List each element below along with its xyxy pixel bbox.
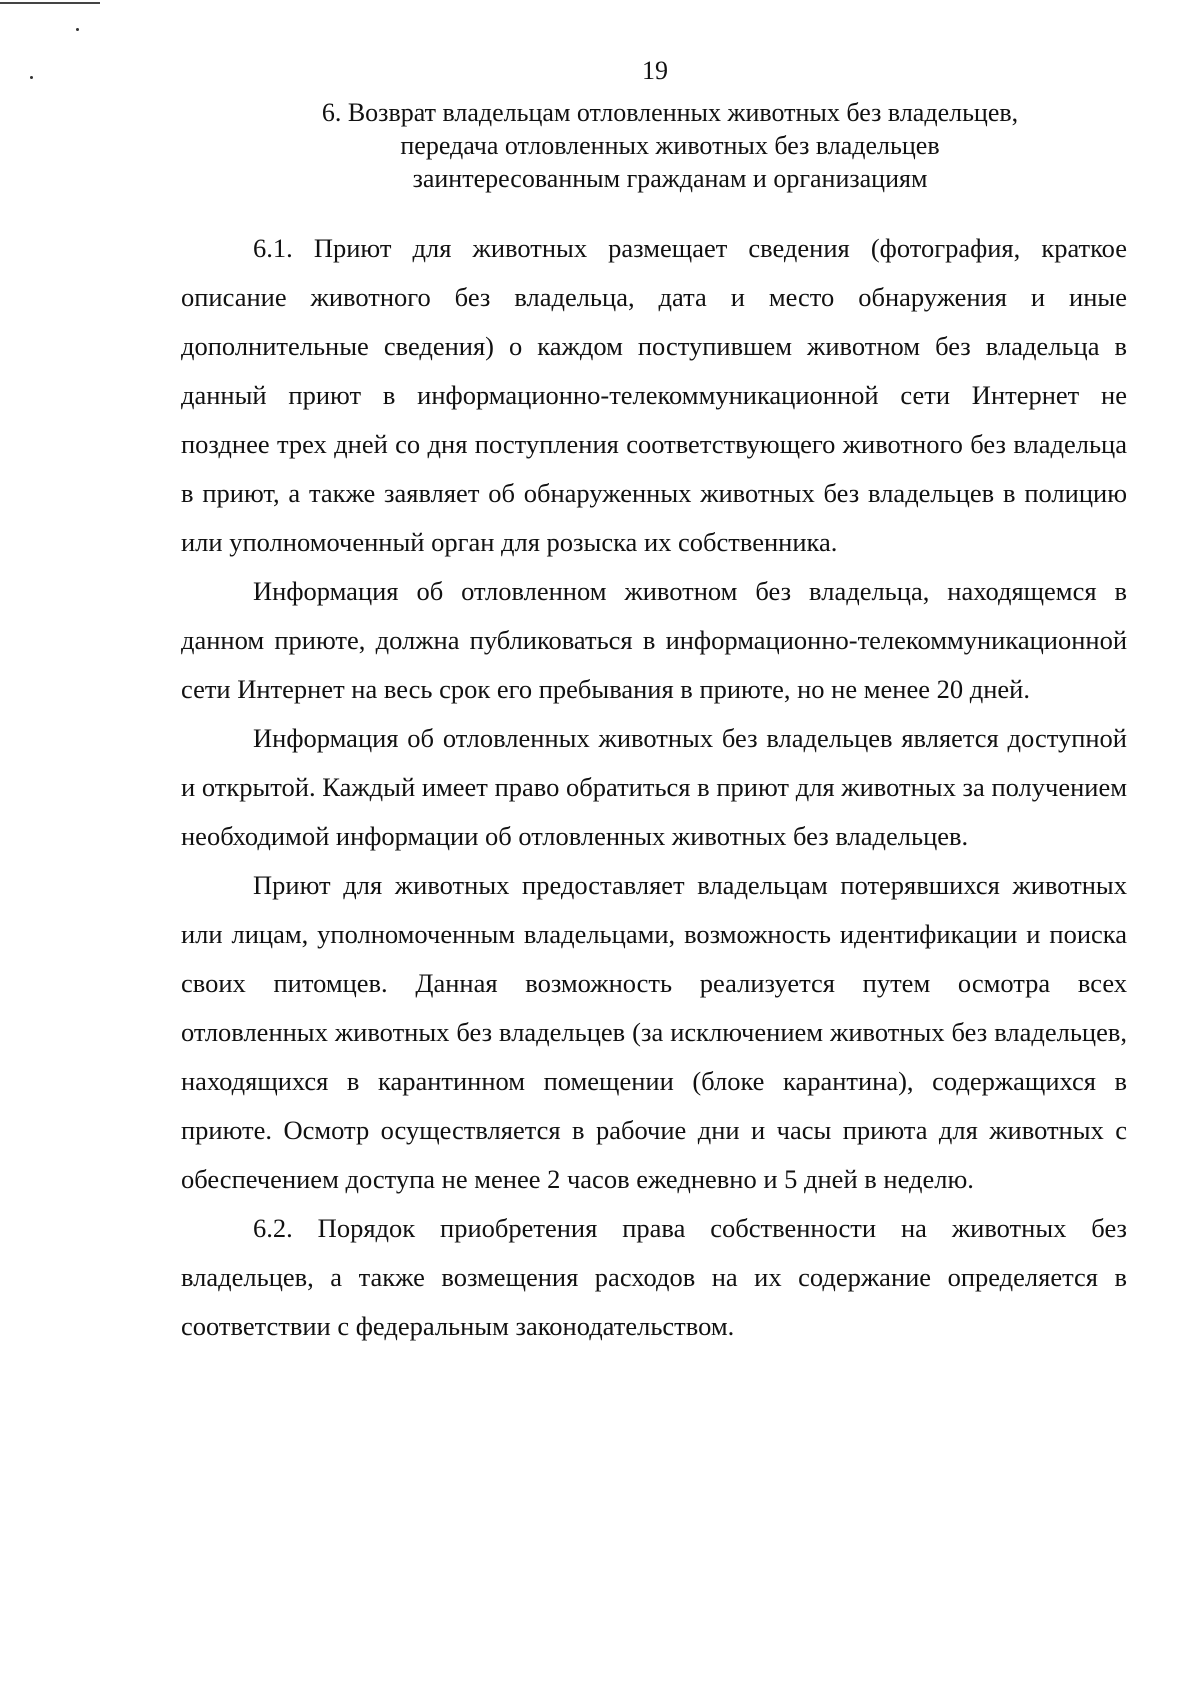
heading-line-2: передача отловленных животных без владельцев [400,131,940,160]
paragraph-6-1: 6.1. Приют для животных размещает сведения (фотография, краткое описание животного без владельца, дата и место обнаружения и иные дополнительные сведения) о каждом поступившем животном без владельца в данный приют в информационно-телекоммуникационной сети Интернет не позднее трех дней со дня поступления соответствующего животного без владельца в приют, а также заявляет об обнаруженных животных без владельцев в полицию или уполномоченный орган для розыска их собственника. [181,233,1127,557]
page-number: 19 [642,56,668,85]
paragraph-6-2: 6.2. Порядок приобретения права собственности на животных без владельцев, а также возмещения расходов на их содержание определяется в соответствии с федеральным законодательством. [181,1213,1127,1341]
body-text [181,224,1127,1351]
paragraph-open-information: Информация об отловленных животных без владельцев является доступной и открытой. Каждый имеет право обратиться в приют для животных за получением необходимой информации об отловленных животных без владельцев. [181,723,1127,851]
scan-edge-line [0,2,100,4]
section-heading [270,96,1070,195]
paragraph-identification: Приют для животных предоставляет владельцам потерявшихся животных или лицам, уполномоченным владельцами, возможность идентификации и поиска своих питомцев. Данная возможность реализуется путем осмотра всех отловленных животных без владельцев (за исключением животных без владельцев, находящихся в карантинном помещении (блоке карантина), содержащихся в приюте. Осмотр осуществляется в рабочие дни и часы приюта для животных с обеспечением доступа не менее 2 часов ежедневно и 5 дней в неделю. [181,870,1127,1194]
paragraph-publication: Информация об отловленном животном без владельца, находящемся в данном приюте, должна публиковаться в информационно-телекоммуникационной сети Интернет на весь срок его пребывания в приюте, но не менее 20 дней. [181,576,1127,704]
scan-speck [76,28,79,31]
heading-line-3: заинтересованным гражданам и организациям [412,164,928,193]
heading-line-1: 6. Возврат владельцам отловленных животных без владельцев, [321,98,1019,127]
